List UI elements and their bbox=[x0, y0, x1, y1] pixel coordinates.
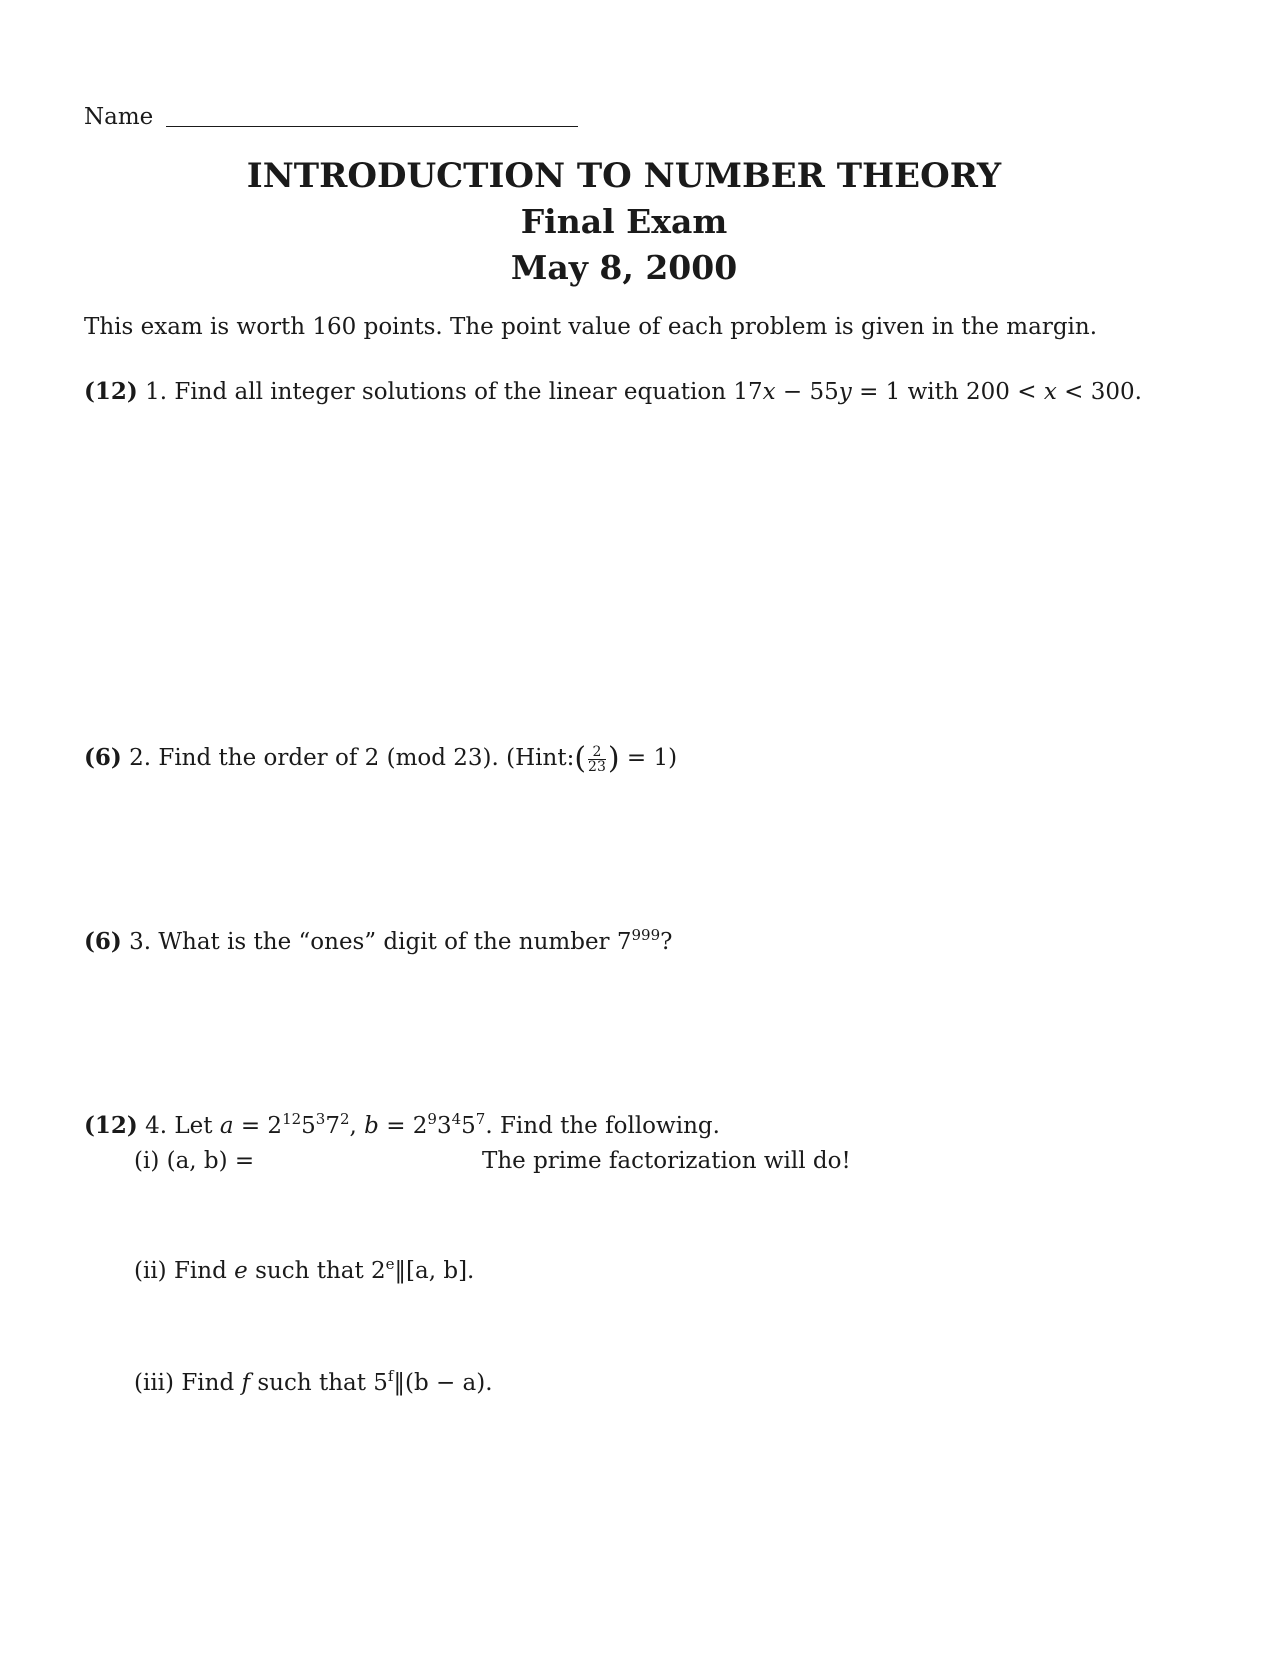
fraction-denominator: 23 bbox=[588, 758, 606, 775]
math-var: x bbox=[1043, 379, 1057, 405]
math-var: e bbox=[234, 1258, 248, 1284]
exponent: e bbox=[385, 1255, 395, 1273]
problem-2 bbox=[84, 741, 677, 776]
part-iii bbox=[134, 1367, 493, 1396]
exponent: 9 bbox=[427, 1110, 437, 1128]
math-var: x bbox=[762, 379, 776, 405]
problem-text: What is the “ones” digit of the number 7 bbox=[158, 929, 632, 955]
problem-text: such that 2 bbox=[247, 1258, 386, 1284]
math-var: a bbox=[219, 1113, 234, 1139]
part-i: (i) (a, b) = bbox=[134, 1148, 255, 1174]
part-ii bbox=[134, 1255, 475, 1284]
problem-text: ‖[a, b]. bbox=[394, 1258, 475, 1284]
problem-4 bbox=[84, 1112, 720, 1139]
problem-text: , bbox=[349, 1113, 365, 1139]
exponent: 4 bbox=[451, 1110, 462, 1128]
problem-points: (6) bbox=[84, 928, 122, 955]
base: 7 bbox=[325, 1113, 340, 1139]
problem-text: Find all integer solutions of the linear equation 17 bbox=[174, 379, 763, 405]
problem-text: (ii) Find bbox=[134, 1258, 235, 1284]
name-field-line[interactable] bbox=[166, 126, 578, 127]
legendre-open-paren: ( bbox=[574, 741, 587, 776]
exponent: 12 bbox=[282, 1110, 302, 1128]
problem-number: 1. bbox=[145, 379, 168, 405]
math-var: y bbox=[838, 379, 852, 405]
problem-text: Let bbox=[174, 1113, 220, 1139]
problem-points: (12) bbox=[84, 378, 138, 405]
problem-text: = 1 with 200 < bbox=[851, 379, 1044, 405]
problem-points: (6) bbox=[84, 744, 122, 771]
problem-number: 3. bbox=[129, 929, 152, 955]
course-title: INTRODUCTION TO NUMBER THEORY bbox=[246, 156, 1002, 196]
problem-text: (iii) Find bbox=[134, 1370, 242, 1396]
problem-text: such that 5 bbox=[250, 1370, 388, 1396]
problem-text: = 2 bbox=[378, 1113, 428, 1139]
exponent: 2 bbox=[339, 1110, 350, 1128]
base: 3 bbox=[436, 1113, 452, 1139]
problem-text: ? bbox=[660, 929, 673, 955]
exponent: 999 bbox=[631, 926, 661, 944]
exponent: 7 bbox=[475, 1110, 486, 1128]
exponent: 3 bbox=[315, 1110, 326, 1128]
problem-text: − 55 bbox=[775, 379, 839, 405]
problem-text: . Find the following. bbox=[485, 1113, 720, 1139]
problem-text: < 300. bbox=[1056, 379, 1142, 405]
exponent: f bbox=[387, 1367, 394, 1385]
problem-text: ‖(b − a). bbox=[393, 1370, 493, 1396]
problem-text: = 2 bbox=[233, 1113, 283, 1139]
math-var: f bbox=[241, 1370, 251, 1396]
base: 5 bbox=[461, 1113, 476, 1139]
math-var: b bbox=[364, 1113, 379, 1139]
part-i-note: The prime factorization will do! bbox=[482, 1148, 851, 1174]
problem-3 bbox=[84, 928, 672, 955]
name-label: Name bbox=[84, 104, 154, 130]
exam-date: May 8, 2000 bbox=[510, 248, 738, 287]
instructions: This exam is worth 160 points. The point value of each problem is given in the margin. bbox=[84, 314, 1098, 340]
problem-points: (12) bbox=[84, 1112, 138, 1139]
problem-text: Find the order of 2 (mod 23). (Hint: bbox=[158, 745, 575, 771]
legendre-fraction bbox=[588, 745, 606, 774]
base: 5 bbox=[301, 1113, 316, 1139]
exam-title: Final Exam bbox=[520, 202, 728, 241]
legendre-close-paren: ) bbox=[607, 741, 620, 776]
problem-1 bbox=[84, 378, 1142, 405]
fraction-numerator: 2 bbox=[588, 745, 606, 760]
problem-number: 2. bbox=[129, 745, 152, 771]
problem-text: = 1) bbox=[619, 745, 678, 771]
problem-number: 4. bbox=[145, 1113, 168, 1139]
